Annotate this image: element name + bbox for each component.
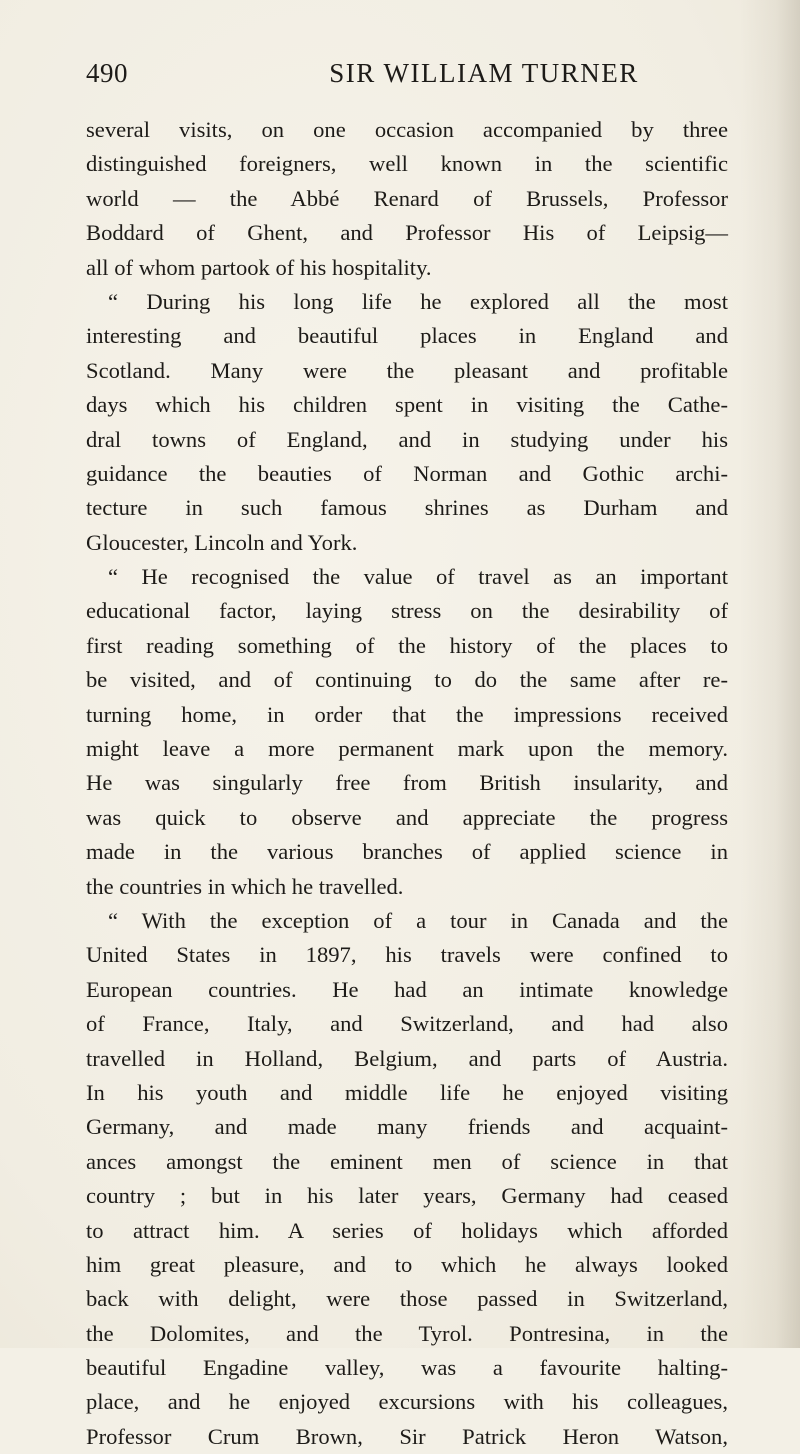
text-line: country ; but in his later years, Germany had ceased <box>86 1183 728 1209</box>
page-number: 490 <box>86 58 128 88</box>
text-line: be visited, and of continuing to do the same after re- <box>86 667 728 693</box>
text-line: him great pleasure, and to which he always looked <box>86 1251 728 1277</box>
text-line: might leave a more permanent mark upon the memory. <box>86 736 728 762</box>
text-line: the Dolomites, and the Tyrol. Pontresina, in the <box>86 1320 728 1346</box>
text-line: days which his children spent in visiting the Cathe- <box>86 392 728 418</box>
text-line: guidance the beauties of Norman and Gothic archi- <box>86 460 728 486</box>
text-line: back with delight, were those passed in Switzerland, <box>86 1286 728 1312</box>
text-line: He was singularly free from British insularity, and <box>86 770 728 796</box>
text-line: to attract him. A series of holidays which afforded <box>86 1217 728 1243</box>
text-line: the countries in which he travelled. <box>86 873 404 899</box>
text-line: “ With the exception of a tour in Canada and the <box>108 907 728 933</box>
text-line: dral towns of England, and in studying under his <box>86 426 728 452</box>
text-line: “ During his long life he explored all the most <box>108 288 728 314</box>
text-line: first reading something of the history of the places to <box>86 632 728 658</box>
text-line: Scotland. Many were the pleasant and profitable <box>86 357 728 383</box>
text-line: made in the various branches of applied science in <box>86 839 728 865</box>
text-line: United States in 1897, his travels were confined to <box>86 942 728 968</box>
text-line: ances amongst the eminent men of science in that <box>86 1148 728 1174</box>
text-line: Professor Crum Brown, Sir Patrick Heron Watson, <box>86 1423 728 1449</box>
text-line: world — the Abbé Renard of Brussels, Professor <box>86 185 728 211</box>
text-line: turning home, in order that the impressions received <box>86 701 728 727</box>
text-line: of France, Italy, and Switzerland, and had also <box>86 1011 728 1037</box>
text-line: beautiful Engadine valley, was a favourite halting- <box>86 1355 728 1381</box>
text-line: place, and he enjoyed excursions with his colleagues, <box>86 1389 728 1415</box>
text-line: tecture in such famous shrines as Durham and <box>86 495 728 521</box>
text-line: “ He recognised the value of travel as an important <box>108 564 728 590</box>
text-line: In his youth and middle life he enjoyed visiting <box>86 1079 728 1105</box>
text-line: distinguished foreigners, well known in the scientific <box>86 151 728 177</box>
page-edge-shadow <box>740 0 800 1348</box>
body-text <box>86 113 728 1454</box>
text-line: Germany, and made many friends and acquaint- <box>86 1114 728 1140</box>
text-line: Gloucester, Lincoln and York. <box>86 529 358 555</box>
text-line: was quick to observe and appreciate the progress <box>86 804 728 830</box>
text-line: interesting and beautiful places in England and <box>86 323 728 349</box>
page-header <box>86 58 722 98</box>
text-line: educational factor, laying stress on the desirability of <box>86 598 728 624</box>
text-line: several visits, on one occasion accompanied by three <box>86 117 728 142</box>
text-line: travelled in Holland, Belgium, and parts of Austria. <box>86 1045 728 1071</box>
text-line: European countries. He had an intimate knowledge <box>86 976 728 1002</box>
text-line: all of whom partook of his hospitality. <box>86 254 432 280</box>
text-line: Boddard of Ghent, and Professor His of Leipsig— <box>86 220 728 246</box>
running-head: SIR WILLIAM TURNER <box>329 58 639 88</box>
